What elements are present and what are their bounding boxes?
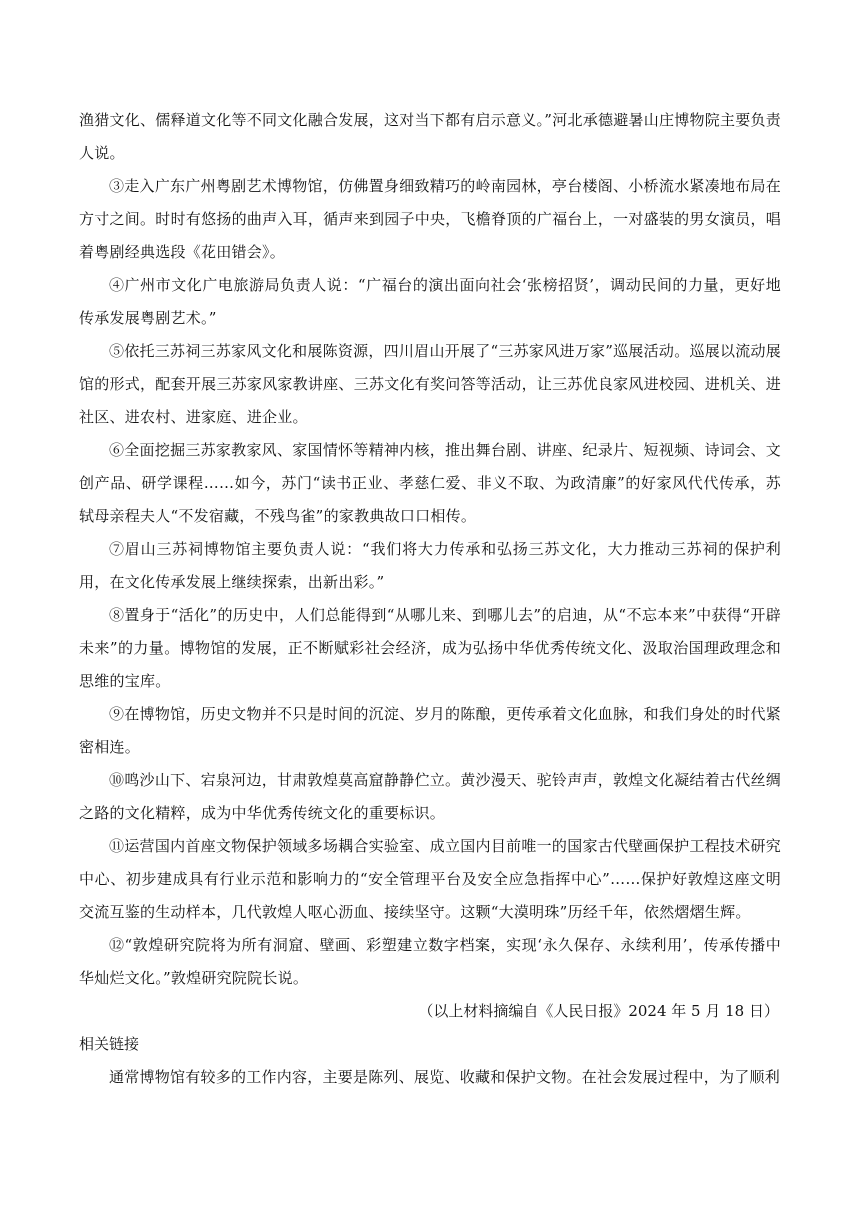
paragraph-3: ③走入广东广州粤剧艺术博物馆，仿佛置身细致精巧的岭南园林，亭台楼阁、小桥流水紧凑地布局在方寸之间。时时有悠扬的曲声入耳，循声来到园子中央，飞檐脊顶的广福台上，一对盛装的男女演员，唱着粤剧经典选段《花田错会》。 — [79, 177, 781, 261]
paragraph-continuation: 渔猎文化、儒释道文化等不同文化融合发展，这对当下都有启示意义。”河北承德避暑山庄博物院主要负责人说。 — [79, 111, 781, 162]
paragraph-6: ⑥全面挖掘三苏家教家风、家国情怀等精神内核，推出舞台剧、讲座、纪录片、短视频、诗词会、文创产品、研学课程……如今，苏门“读书正业、孝慈仁爱、非义不取、为政清廉”的好家风代代传承，苏轼母亲程夫人“不发宿藏，不残鸟雀”的家教典故口口相传。 — [79, 441, 781, 525]
paragraph-7: ⑦眉山三苏祠博物馆主要负责人说：“我们将大力传承和弘扬三苏文化，大力推动三苏祠的保护利用，在文化传承发展上继续探索，出新出彩。” — [79, 540, 781, 591]
paragraph-10: ⑩鸣沙山下、宕泉河边，甘肃敦煌莫高窟静静伫立。黄沙漫天、驼铃声声，敦煌文化凝结着古代丝绸之路的文化精粹，成为中华优秀传统文化的重要标识。 — [79, 771, 781, 822]
related-links-heading: 相关链接 — [79, 1035, 140, 1053]
paragraph-11: ⑪运营国内首座文物保护领域多场耦合实验室、成立国内目前唯一的国家古代壁画保护工程技术研究中心、初步建成具有行业示范和影响力的“安全管理平台及安全应急指挥中心”……保护好敦煌这座文明交流互鉴的生动样本，几代敦煌人呕心沥血、接续坚守。这颗“大漠明珠”历经千年，依然熠熠生辉。 — [79, 837, 781, 921]
related-paragraph: 通常博物馆有较多的工作内容，主要是陈列、展览、收藏和保护文物。在社会发展过程中，为了顺利 — [109, 1068, 781, 1086]
paragraph-9: ⑨在博物馆，历史文物并不只是时间的沉淀、岁月的陈酿，更传承着文化血脉，和我们身处的时代紧密相连。 — [79, 705, 781, 756]
document-body — [79, 104, 781, 1094]
source-note: （以上材料摘编自《人民日报》2024 年 5 月 18 日） — [418, 1002, 779, 1020]
paragraph-12: ⑫“敦煌研究院将为所有洞窟、壁画、彩塑建立数字档案，实现‘永久保存、永续利用’，传承传播中华灿烂文化。”敦煌研究院院长说。 — [79, 936, 781, 987]
paragraph-8: ⑧置身于“活化”的历史中，人们总能得到“从哪儿来、到哪儿去”的启迪，从“不忘本来”中获得“开辟未来”的力量。博物馆的发展，正不断赋彩社会经济，成为弘扬中华优秀传统文化、汲取治国理政理念和思维的宝库。 — [79, 606, 781, 690]
paragraph-5: ⑤依托三苏祠三苏家风文化和展陈资源，四川眉山开展了“三苏家风进万家”巡展活动。巡展以流动展馆的形式，配套开展三苏家风家教讲座、三苏文化有奖问答等活动，让三苏优良家风进校园、进机关、进社区、进农村、进家庭、进企业。 — [79, 342, 781, 426]
paragraph-4: ④广州市文化广电旅游局负责人说：“广福台的演出面向社会‘张榜招贤’，调动民间的力量，更好地传承发展粤剧艺术。” — [79, 276, 781, 327]
